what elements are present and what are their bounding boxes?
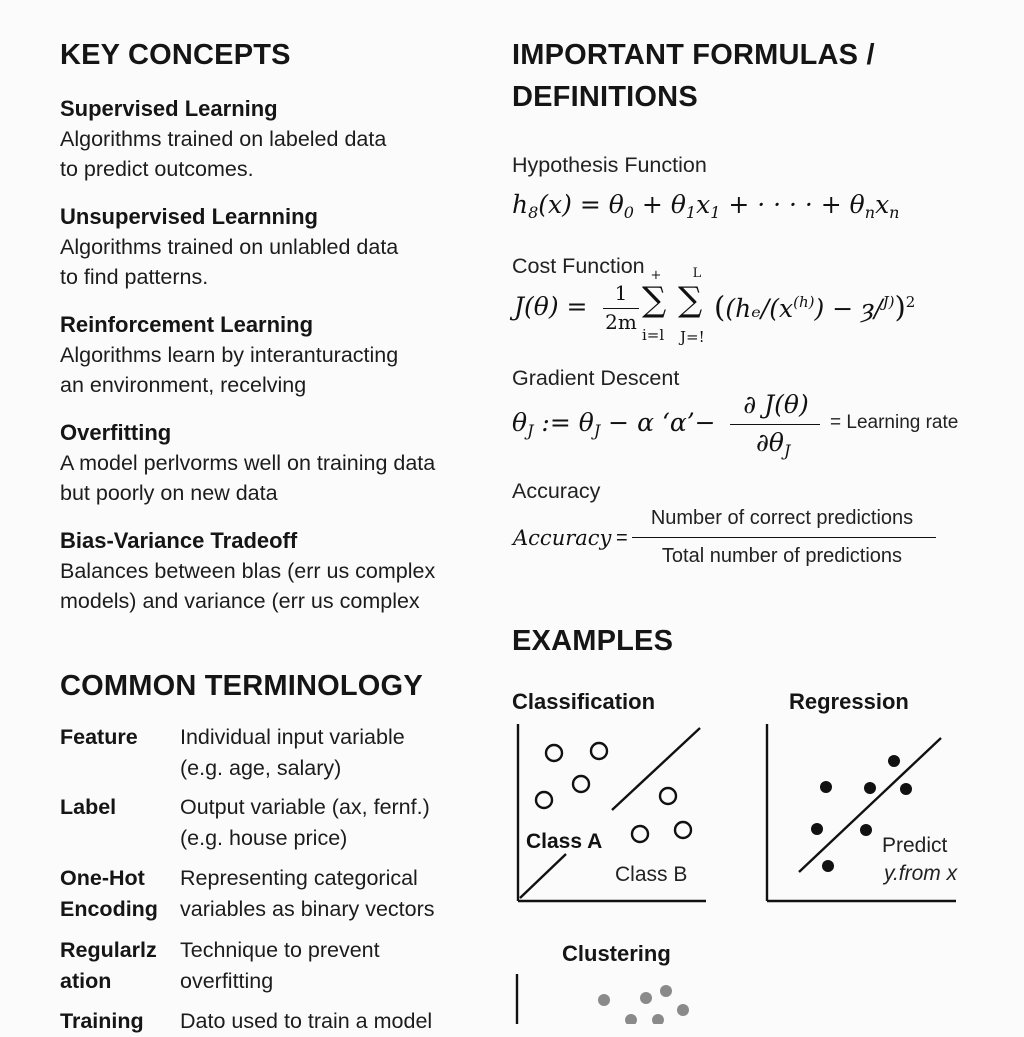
cluster-point (625, 1014, 637, 1024)
classification-plot (510, 718, 720, 908)
regression-note: Predict (882, 834, 948, 857)
data-point (820, 781, 832, 793)
sum-top: L (692, 266, 702, 281)
terminology-heading: COMMON TERMINOLOGY (60, 670, 423, 702)
data-point (860, 824, 872, 836)
decision-boundary (520, 854, 566, 898)
fraction-bar (603, 308, 639, 309)
cost-label: Cost Function (512, 254, 645, 278)
cost-lhs: J(θ) = (514, 292, 588, 321)
cluster-point (598, 994, 610, 1006)
hypothesis-label: Hypothesis Function (512, 153, 707, 177)
concept-unsupervised (60, 202, 500, 292)
class-a-point (546, 745, 562, 761)
clustering-plot (510, 970, 710, 1024)
accuracy-numerator: Number of correct predictions (650, 507, 914, 529)
concept-bias-variance (60, 526, 500, 616)
data-point (822, 860, 834, 872)
cluster-point (677, 1004, 689, 1016)
sum-top: + (650, 268, 662, 283)
class-a-label: Class A (526, 830, 603, 853)
data-point (888, 755, 900, 767)
concept-text: an environment, recelving (60, 373, 307, 397)
concept-title: Reinforcement Learning (60, 312, 314, 337)
term-name: Feature (60, 725, 138, 749)
data-point (900, 783, 912, 795)
concept-overfitting (60, 418, 500, 508)
concept-supervised (60, 94, 500, 184)
concept-text: to find patterns. (60, 265, 209, 289)
key-concepts-heading: KEY CONCEPTS (60, 39, 291, 71)
cluster-point (660, 985, 672, 997)
concept-text: to predict outcomes. (60, 157, 254, 181)
regression-note: y.from x (884, 862, 958, 885)
cost-denominator: 2m (605, 310, 637, 334)
data-point (864, 782, 876, 794)
gradient-numerator: ∂ J(θ) (743, 390, 809, 419)
regression-title: Regression (789, 689, 909, 714)
class-b-label: Class B (615, 863, 688, 886)
term-definition: Technique to prevent overfitting (180, 938, 380, 993)
equals-sign: = (616, 527, 628, 549)
data-point (811, 823, 823, 835)
concept-text: Balances between blas (err us complex (60, 559, 436, 583)
class-a-point (591, 743, 607, 759)
class-b-point (675, 822, 691, 838)
concept-text: models) and variance (err us complex (60, 589, 420, 613)
sigma-icon: ∑ (678, 280, 703, 320)
class-a-point (573, 776, 589, 792)
term-definition: Output variable (ax, fernf.) (e.g. house price) (180, 795, 430, 850)
examples-heading: EXAMPLES (512, 625, 674, 657)
class-a-point (536, 792, 552, 808)
concept-title: Bias-Variance Tradeoff (60, 528, 298, 553)
accuracy-lhs: Accuracy (513, 526, 612, 550)
concept-title: Unsupervised Learnning (60, 204, 318, 229)
cost-numerator: 1 (614, 281, 628, 305)
concept-title: Overfitting (60, 420, 172, 445)
cost-body: (($h_e/(x^{(h)})$ − ȝ/$^{J)}$)$^2$ (714, 290, 916, 324)
classification-title: Classification (512, 689, 656, 714)
term-definition: Representing categorical variables as binary vectors (180, 866, 435, 921)
sum-bottom: i=l (642, 326, 665, 344)
concept-text: Algorithms trained on labeled data (60, 127, 387, 151)
concept-reinforcement (60, 310, 500, 400)
gradient-label: Gradient Descent (512, 366, 680, 390)
fraction-bar (730, 424, 820, 425)
sigma-icon: ∑ (642, 280, 667, 320)
term-name: Training (60, 1009, 144, 1033)
learning-rate-note: = Learning rate (830, 412, 959, 433)
concept-text: A model perlvorms well on training data (60, 451, 436, 475)
gradient-lhs: $\theta_J$ := $\theta_J$ − ɑ ‘ɑ’− (512, 408, 716, 440)
concept-title: Supervised Learning (60, 96, 278, 121)
concept-text: Algorithms trained on unlabled data (60, 235, 399, 259)
term-definition: Individual input variable (e.g. age, salary) (180, 725, 405, 780)
class-b-point (660, 788, 676, 804)
cluster-point (640, 992, 652, 1004)
fraction-bar (632, 537, 936, 538)
formulas-heading: IMPORTANT FORMULAS / DEFINITIONS (512, 39, 875, 113)
concept-text: but poorly on new data (60, 481, 278, 505)
term-name: Regularlz ation (60, 938, 157, 993)
regression-plot (760, 718, 990, 908)
term-definition: Dato used to train a model (180, 1009, 433, 1033)
term-name: Label (60, 795, 117, 819)
accuracy-denominator: Total number of predictions (661, 545, 903, 567)
term-name: One-Hot Encoding (60, 866, 158, 921)
decision-boundary (612, 728, 700, 810)
sum-bottom: J=! (680, 328, 705, 346)
gradient-denominator: $\partial\theta_J$ (756, 428, 791, 460)
class-b-point (632, 826, 648, 842)
hypothesis-formula: $h_8(x) = \theta_0 + \theta_1x_1$ + · · · · + $\theta_nx_n$ (512, 190, 900, 222)
concept-text: Algorithms learn by interanturacting (60, 343, 399, 367)
accuracy-label: Accuracy (512, 479, 601, 503)
cluster-point (652, 1014, 664, 1024)
clustering-title: Clustering (562, 941, 671, 966)
